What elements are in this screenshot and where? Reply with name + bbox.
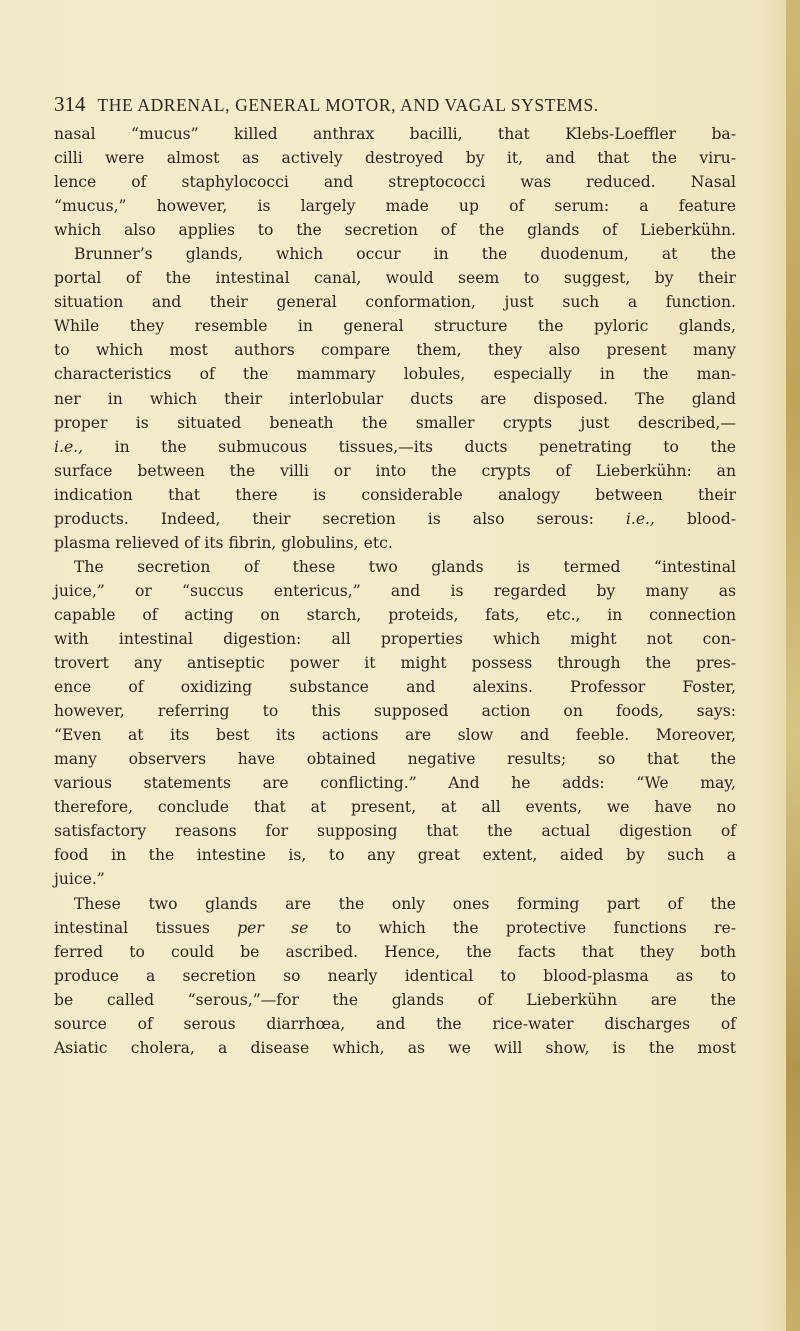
text-line: situation and their general conformation, just such a function. (54, 293, 736, 312)
text-line: cilli were almost as actively destroyed by it, and that the viru- (54, 149, 736, 168)
text-line (54, 507, 736, 531)
page-number: 314 (54, 92, 86, 116)
text-line: lence of staphylococci and streptococci was reduced. Nasal (54, 173, 736, 192)
page-edge-shadow (786, 0, 800, 1331)
text-line: satisfactory reasons for supposing that the actual digestion of (54, 822, 736, 841)
text-line (54, 916, 736, 940)
running-header (54, 92, 734, 117)
text-line: various statements are conflicting.” And he adds: “We may, (54, 774, 736, 793)
text-segment: blood- (687, 509, 736, 528)
italic-phrase: i.e., (54, 437, 84, 456)
text-line: which also applies to the secretion of the glands of Lieberkühn. (54, 221, 736, 240)
body-text (54, 122, 736, 1060)
text-line: The secretion of these two glands is termed “intestinal (74, 557, 736, 576)
text-line: Brunner’s glands, which occur in the duodenum, at the (74, 245, 736, 264)
text-line: proper is situated beneath the smaller crypts just described,— (54, 413, 736, 432)
text-line: with intestinal digestion: all properties which might not con- (54, 629, 736, 648)
text-line: portal of the intestinal canal, would seem to suggest, by their (54, 269, 736, 288)
text-line: trovert any antiseptic power it might possess through the pres- (54, 654, 736, 673)
text-line: ferred to could be ascribed. Hence, the facts that they both (54, 942, 736, 961)
text-line (54, 435, 736, 459)
text-line: capable of acting on starch, proteids, fats, etc., in connection (54, 605, 736, 624)
text-line: While they resemble in general structure the pyloric glands, (54, 317, 736, 336)
text-line: therefore, conclude that at present, at all events, we have no (54, 798, 736, 817)
text-line: ence of oxidizing substance and alexins. Professor Foster, (54, 678, 736, 697)
text-line: source of serous diarrhœa, and the rice-water discharges of (54, 1014, 736, 1033)
text-line: many observers have obtained negative results; so that the (54, 750, 736, 769)
text-line: Asiatic cholera, a disease which, as we will show, is the most (54, 1038, 736, 1057)
italic-phrase: i.e., (625, 509, 655, 528)
text-line: nasal “mucus” killed anthrax bacilli, that Klebs-Loeffler ba- (54, 125, 736, 143)
text-segment: intestinal tissues (54, 918, 210, 937)
running-title: THE ADRENAL, GENERAL MOTOR, AND VAGAL SYSTEMS. (97, 95, 599, 115)
italic-phrase: per se (237, 918, 309, 937)
text-line: food in the intestine is, to any great extent, aided by such a (54, 846, 736, 865)
text-line: plasma relieved of its fibrin, globulins, etc. (54, 533, 393, 552)
text-line: juice.” (54, 870, 105, 889)
text-line: indication that there is considerable analogy between their (54, 485, 736, 504)
text-line: “Even at its best its actions are slow and feeble. Moreover, (54, 726, 736, 745)
text-segment: in the submucous tissues,—its ducts penetrating to the (114, 437, 736, 456)
text-line: These two glands are the only ones forming part of the (74, 894, 736, 913)
text-line: produce a secretion so nearly identical to blood-plasma as to (54, 966, 736, 985)
text-line: ner in which their interlobular ducts are disposed. The gland (54, 389, 736, 408)
text-line: surface between the villi or into the crypts of Lieberkühn: an (54, 461, 736, 480)
text-line: juice,” or “succus entericus,” and is regarded by many as (54, 581, 736, 600)
text-line: however, referring to this supposed action on foods, says: (54, 702, 736, 721)
text-line: characteristics of the mammary lobules, especially in the man- (54, 365, 736, 384)
text-segment: products. Indeed, their secretion is also serous: (54, 509, 594, 528)
text-line: “mucus,” however, is largely made up of serum: a feature (54, 197, 736, 216)
text-line: to which most authors compare them, they also present many (54, 341, 736, 360)
text-line: be called “serous,”—for the glands of Lieberkühn are the (54, 990, 736, 1009)
text-segment: to which the protective functions re- (335, 918, 736, 937)
